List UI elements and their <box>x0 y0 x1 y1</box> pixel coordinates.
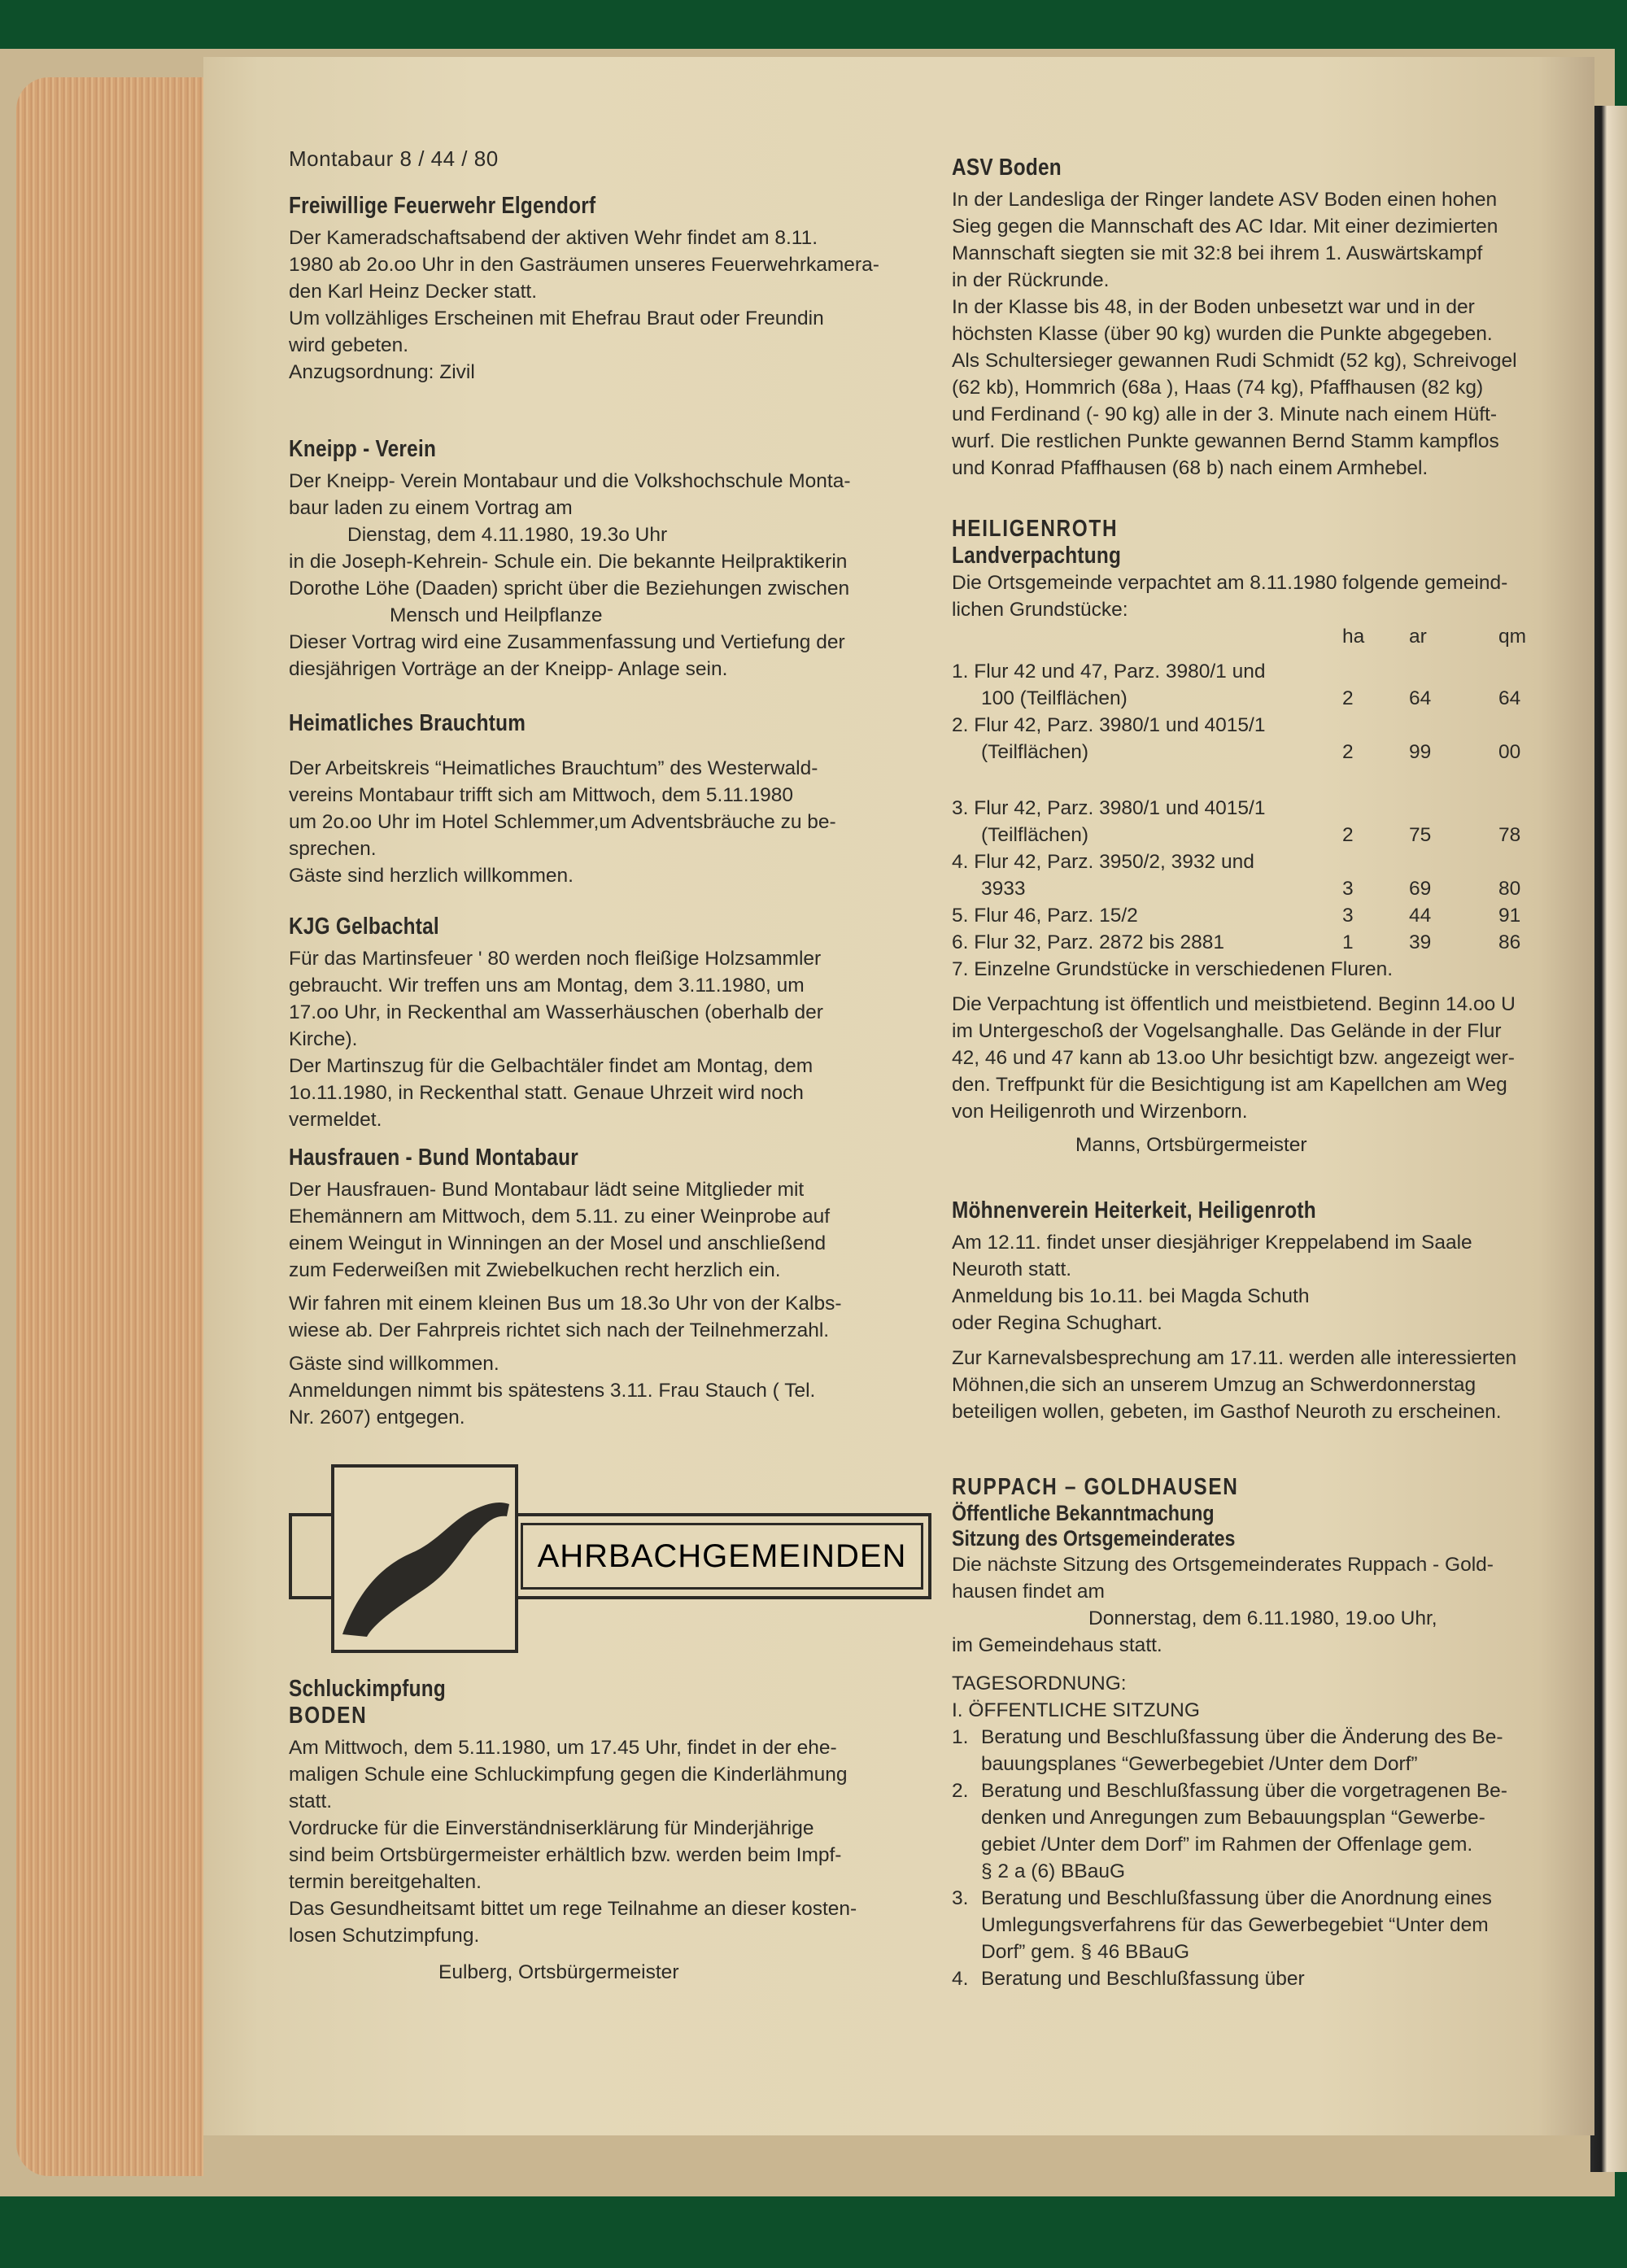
article-kjg <box>289 914 931 1133</box>
text-line: Dorothe Löhe (Daaden) spricht über die Beziehungen zwischen <box>289 578 850 600</box>
article-subtitle: Öffentliche Bekanntmachung <box>952 1501 1215 1525</box>
text-line: 17.oo Uhr, in Reckenthal am Wasserhäuschen (oberhalb der <box>289 1001 823 1023</box>
text-line: Anmeldungen nimmt bis spätestens 3.11. Frau Stauch ( Tel. <box>289 1380 816 1402</box>
book-page-edges-left <box>16 77 203 2176</box>
item-number: 4. <box>952 1968 969 1990</box>
qm-cell: 78 <box>1498 824 1521 846</box>
parcel-desc: Flur 46, Parz. 15/2 <box>974 905 1138 927</box>
row-number: 5. <box>952 905 969 927</box>
text-line: um 2o.oo Uhr im Hotel Schlemmer,um Adventsbräuche zu be- <box>289 811 836 833</box>
item-line: bauungsplanes “Gewerbegebiet /Unter dem Dorf” <box>981 1753 1418 1775</box>
text-line: oder Regina Schughart. <box>952 1312 1162 1334</box>
text-line: In der Landesliga der Ringer landete ASV Boden einen hohen <box>952 189 1498 211</box>
item-number: 1. <box>952 1726 969 1748</box>
article-heiligenroth <box>952 516 1570 1158</box>
parcel-desc: Flur 32, Parz. 2872 bis 2881 <box>974 931 1225 953</box>
table-row <box>952 929 1570 956</box>
article-title: Kneipp - Verein <box>289 436 437 462</box>
signature: Manns, Ortsbürgermeister <box>1075 1134 1307 1156</box>
text-line: den. Treffpunkt für die Besichtigung ist am Kapellchen am Weg <box>952 1074 1507 1096</box>
article-title: Freiwillige Feuerwehr Elgendorf <box>289 193 596 219</box>
text-line: vereins Montabaur trifft sich am Mittwoch, dem 5.11.1980 <box>289 784 794 806</box>
table-row <box>952 795 1570 848</box>
article-title: Möhnenverein Heiterkeit, Heiligenroth <box>952 1197 1316 1223</box>
text-line: Der Hausfrauen- Bund Montabaur lädt seine Mitglieder mit <box>289 1179 805 1201</box>
item-number: 3. <box>952 1887 969 1909</box>
text-line: sprechen. <box>289 838 377 860</box>
text-line: Neuroth statt. <box>952 1258 1072 1280</box>
text-line: Die Ortsgemeinde verpachtet am 8.11.1980 folgende gemeind- <box>952 572 1508 594</box>
text-line: Um vollzähliges Erscheinen mit Ehefrau Braut oder Freundin <box>289 307 824 329</box>
text-line: Am Mittwoch, dem 5.11.1980, um 17.45 Uhr, findet in der ehe- <box>289 1737 837 1759</box>
text-line: Zur Karnevalsbesprechung am 17.11. werden alle interessierten <box>952 1347 1517 1369</box>
article-brauchtum <box>289 710 931 889</box>
text-line: 1o.11.1980, in Reckenthal statt. Genaue Uhrzeit wird noch <box>289 1082 804 1104</box>
text-line: (62 kb), Hommrich (68a ), Haas (74 kg), Pfaffhausen (82 kg) <box>952 377 1484 399</box>
text-line: Anzugsordnung: Zivil <box>289 361 475 383</box>
agenda-subtitle: I. ÖFFENTLICHE SITZUNG <box>952 1699 1200 1721</box>
ar-cell: 69 <box>1409 878 1432 900</box>
article-kneipp <box>289 436 931 683</box>
text-line: Ehemännern am Mittwoch, dem 5.11. zu einer Weinprobe auf <box>289 1206 831 1228</box>
article-title: HEILIGENROTH <box>952 516 1119 542</box>
list-item <box>952 1965 1570 1992</box>
text-line: In der Klasse bis 48, in der Boden unbesetzt war und in der <box>952 296 1475 318</box>
qm-cell: 64 <box>1498 687 1521 709</box>
table-row <box>952 902 1570 929</box>
text-line: Die nächste Sitzung des Ortsgemeinderates Ruppach - Gold- <box>952 1554 1494 1576</box>
text-line: Als Schultersieger gewannen Rudi Schmidt (52 kg), Schreivogel <box>952 350 1517 372</box>
item-line: § 2 a (6) BBauG <box>981 1860 1126 1882</box>
row-number: 3. <box>952 797 969 819</box>
column-header: ha <box>1342 626 1365 648</box>
text-line: in der Rückrunde. <box>952 269 1110 291</box>
text-line: wurf. Die restlichen Punkte gewannen Bernd Stamm kampflos <box>952 430 1499 452</box>
ar-cell: 75 <box>1409 824 1432 846</box>
text-line: Nr. 2607) entgegen. <box>289 1407 465 1428</box>
table-row <box>952 712 1570 765</box>
list-item <box>952 1885 1570 1965</box>
text-line: Die Verpachtung ist öffentlich und meistbietend. Beginn 14.oo U <box>952 993 1516 1015</box>
item-line: Umlegungsverfahrens für das Gewerbegebiet “Unter dem <box>981 1914 1489 1936</box>
text-line: im Untergeschoß der Vogelsanghalle. Das Gelände in der Flur <box>952 1020 1502 1042</box>
article-hausfrauen <box>289 1145 931 1431</box>
text-line: Das Gesundheitsamt bittet um rege Teilnahme an dieser kosten- <box>289 1898 857 1920</box>
newspaper-page <box>203 57 1594 2135</box>
parcel-desc: Flur 42 und 47, Parz. 3980/1 und <box>974 661 1266 683</box>
text-line: Der Arbeitskreis “Heimatliches Brauchtum” des Westerwald- <box>289 757 818 779</box>
parcel-desc-cont: 100 (Teilflächen) <box>981 687 1128 709</box>
parcel-desc: Einzelne Grundstücke in verschiedenen Fluren. <box>974 958 1394 980</box>
ar-cell: 39 <box>1409 931 1432 953</box>
text-line: beteiligen wollen, gebeten, im Gasthof Neuroth zu erscheinen. <box>952 1401 1502 1423</box>
article-subtitle: Sitzung des Ortsgemeinderates <box>952 1526 1236 1551</box>
text-line: in die Joseph-Kehrein- Schule ein. Die bekannte Heilpraktikerin <box>289 551 848 573</box>
lecture-topic: Mensch und Heilpflanze <box>390 604 603 626</box>
list-item <box>952 1724 1570 1777</box>
item-line: denken und Anregungen zum Bebauungsplan “Gewerbe- <box>981 1807 1485 1829</box>
item-line: gebiet /Unter dem Dorf” im Rahmen der Offenlage gem. <box>981 1834 1473 1856</box>
text-line: Mannschaft siegten sie mit 32:8 bei ihrem 1. Auswärtskampf <box>952 242 1483 264</box>
text-line: 1980 ab 2o.oo Uhr in den Gasträumen unseres Feuerwehrkamera- <box>289 254 879 276</box>
article-title: Schluckimpfung <box>289 1676 447 1702</box>
article-subtitle: BODEN <box>289 1703 368 1729</box>
text-line: lichen Grundstücke: <box>952 599 1128 621</box>
table-row <box>952 956 1570 983</box>
parcel-desc: Flur 42, Parz. 3980/1 und 4015/1 <box>974 714 1266 736</box>
ha-cell: 3 <box>1342 905 1354 927</box>
ha-cell: 2 <box>1342 741 1354 763</box>
qm-cell: 91 <box>1498 905 1521 927</box>
text-line: Sieg gegen die Mannschaft des AC Idar. Mit einer dezimierten <box>952 216 1498 238</box>
text-line: 42, 46 und 47 kann ab 13.oo Uhr besichtigt bzw. angezeigt wer- <box>952 1047 1515 1069</box>
article-ruppach <box>952 1474 1570 1992</box>
text-line: Für das Martinsfeuer ' 80 werden noch fleißige Holzsammler <box>289 948 822 970</box>
page-header: Montabaur 8 / 44 / 80 <box>289 146 499 171</box>
text-line: Vordrucke für die Einverständniserklärung für Minderjährige <box>289 1817 814 1839</box>
ar-cell: 64 <box>1409 687 1432 709</box>
item-number: 2. <box>952 1780 969 1802</box>
text-line: gebraucht. Wir treffen uns am Montag, dem 3.11.1980, um <box>289 975 805 997</box>
left-column-bottom <box>289 1676 931 1986</box>
parcel-desc-cont: (Teilflächen) <box>981 741 1089 763</box>
text-line: hausen findet am <box>952 1581 1105 1603</box>
article-title: ASV Boden <box>952 155 1062 181</box>
item-line: Beratung und Beschlußfassung über die Änderung des Be- <box>981 1726 1503 1748</box>
row-number: 2. <box>952 714 969 736</box>
text-line: losen Schutzimpfung. <box>289 1925 480 1947</box>
text-line: wiese ab. Der Fahrpreis richtet sich nach der Teilnehmerzahl. <box>289 1319 830 1341</box>
text-line: von Heiligenroth und Wirzenborn. <box>952 1101 1248 1123</box>
item-line: Dorf” gem. § 46 BBauG <box>981 1941 1190 1963</box>
text-line: Anmeldung bis 1o.11. bei Magda Schuth <box>952 1285 1310 1307</box>
ha-cell: 2 <box>1342 824 1354 846</box>
ha-cell: 3 <box>1342 878 1354 900</box>
text-line: den Karl Heinz Decker statt. <box>289 281 538 303</box>
article-feuerwehr <box>289 193 931 386</box>
logo-emblem <box>331 1464 518 1653</box>
text-line: baur laden zu einem Vortrag am <box>289 497 573 519</box>
text-line: sind beim Ortsbürgermeister erhältlich bzw. werden beim Impf- <box>289 1844 842 1866</box>
article-moehnenverein <box>952 1197 1570 1425</box>
text-line: statt. <box>289 1790 333 1812</box>
logo-title: AHRBACHGEMEINDEN <box>521 1523 923 1590</box>
row-number: 7. <box>952 958 969 980</box>
text-line: Dieser Vortrag wird eine Zusammenfassung und Vertiefung der <box>289 631 845 653</box>
qm-cell: 86 <box>1498 931 1521 953</box>
text-line: einem Weingut in Winningen an der Mosel und anschließend <box>289 1232 827 1254</box>
item-line: Beratung und Beschlußfassung über die vorgetragenen Be- <box>981 1780 1507 1802</box>
ahrbachgemeinden-logo <box>289 1464 931 1660</box>
parcel-table <box>952 623 1570 983</box>
agenda-title: TAGESORDNUNG: <box>952 1673 1127 1694</box>
article-subtitle: Landverpachtung <box>952 543 1122 569</box>
item-line: Beratung und Beschlußfassung über <box>981 1968 1305 1990</box>
column-header: qm <box>1498 626 1527 648</box>
text-line: Gäste sind herzlich willkommen. <box>289 865 574 887</box>
signature: Eulberg, Ortsbürgermeister <box>438 1961 679 1983</box>
event-date: Dienstag, dem 4.11.1980, 19.3o Uhr <box>347 524 668 546</box>
ha-cell: 1 <box>1342 931 1354 953</box>
table-header-row <box>952 623 1570 650</box>
table-row <box>952 658 1570 712</box>
book-spine-right <box>1590 106 1627 2172</box>
column-header: ar <box>1409 626 1427 648</box>
text-line: Kirche). <box>289 1028 358 1050</box>
parcel-desc: Flur 42, Parz. 3950/2, 3932 und <box>974 851 1254 873</box>
ar-cell: 99 <box>1409 741 1432 763</box>
ha-cell: 2 <box>1342 687 1354 709</box>
ar-cell: 44 <box>1409 905 1432 927</box>
parcel-desc-cont: (Teilflächen) <box>981 824 1089 846</box>
text-line: zum Federweißen mit Zwiebelkuchen recht herzlich ein. <box>289 1259 781 1281</box>
text-line: Der Kameradschaftsabend der aktiven Wehr findet am 8.11. <box>289 227 818 249</box>
row-number: 1. <box>952 661 969 683</box>
text-line: höchsten Klasse (über 90 kg) wurden die Punkte abgegeben. <box>952 323 1493 345</box>
text-line: Gäste sind willkommen. <box>289 1353 499 1375</box>
left-column <box>289 146 931 1431</box>
text-line: diesjährigen Vorträge an der Kneipp- Anlage sein. <box>289 658 728 680</box>
text-line: termin bereitgehalten. <box>289 1871 482 1893</box>
article-title: Hausfrauen - Bund Montabaur <box>289 1145 578 1171</box>
right-column <box>952 155 1570 1992</box>
text-line: Möhnen,die sich an unserem Umzug an Schwerdonnerstag <box>952 1374 1477 1396</box>
text-line: Der Martinszug für die Gelbachtäler findet am Montag, dem <box>289 1055 814 1077</box>
text-line: Wir fahren mit einem kleinen Bus um 18.3o Uhr von der Kalbs- <box>289 1293 842 1315</box>
article-title: RUPPACH – GOLDHAUSEN <box>952 1474 1239 1500</box>
row-number: 6. <box>952 931 969 953</box>
article-asv-boden <box>952 155 1570 482</box>
qm-cell: 80 <box>1498 878 1521 900</box>
text-line: und Konrad Pfaffhausen (68 b) nach einem Armhebel. <box>952 457 1429 479</box>
table-row <box>952 848 1570 902</box>
meeting-date: Donnerstag, dem 6.11.1980, 19.oo Uhr, <box>1088 1607 1437 1629</box>
article-title: Heimatliches Brauchtum <box>289 710 526 736</box>
article-schluckimpfung <box>289 1676 931 1986</box>
parcel-desc-cont: 3933 <box>981 878 1026 900</box>
text-line: und Ferdinand (- 90 kg) alle in der 3. Minute nach einem Hüft- <box>952 403 1498 425</box>
text-line: Der Kneipp- Verein Montabaur und die Volkshochschule Monta- <box>289 470 851 492</box>
meeting-place: im Gemeindehaus statt. <box>952 1634 1162 1656</box>
row-number: 4. <box>952 851 969 873</box>
agenda-list <box>952 1724 1570 1992</box>
text-line: wird gebeten. <box>289 334 409 356</box>
text-line: Am 12.11. findet unser diesjähriger Kreppelabend im Saale <box>952 1232 1472 1254</box>
text-line: vermeldet. <box>289 1109 382 1131</box>
list-item <box>952 1777 1570 1885</box>
river-emblem-icon <box>334 1468 515 1650</box>
qm-cell: 00 <box>1498 741 1521 763</box>
parcel-desc: Flur 42, Parz. 3980/1 und 4015/1 <box>974 797 1266 819</box>
article-title: KJG Gelbachtal <box>289 914 439 940</box>
text-line: maligen Schule eine Schluckimpfung gegen die Kinderlähmung <box>289 1764 848 1786</box>
item-line: Beratung und Beschlußfassung über die Anordnung eines <box>981 1887 1492 1909</box>
